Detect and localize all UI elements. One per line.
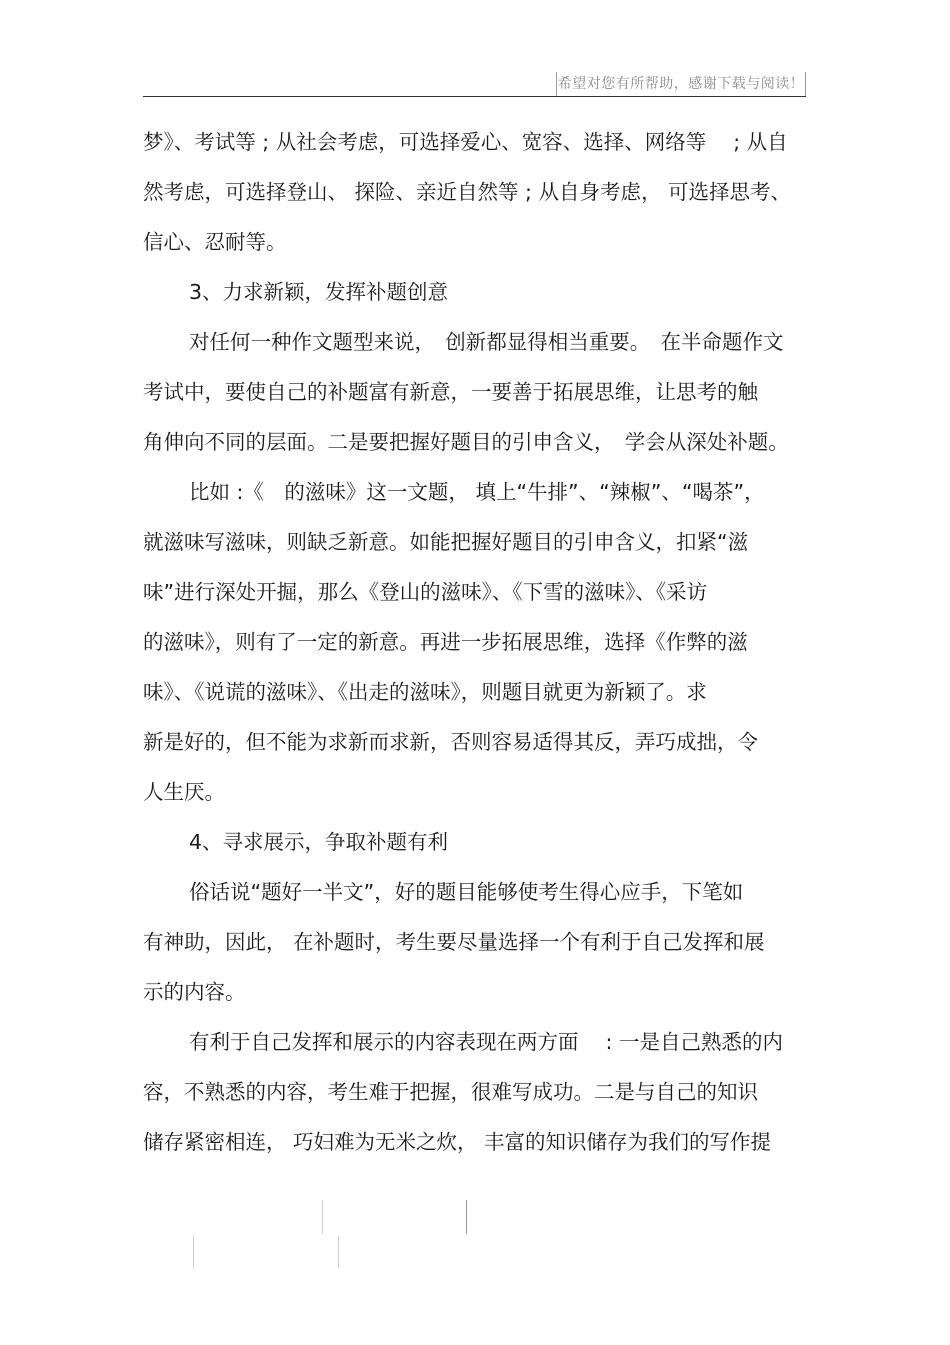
section-heading-3: 3、力求新颖，发挥补题创意 (189, 280, 449, 304)
text-line-8: 比如 :《 的滋味》这一文题， 填上“牛排”、“辣椒”、“喝茶”， (189, 480, 765, 504)
text-line-12: 味》、《说谎的滋味》、《出走的滋味》，则题目就更为新颖了。求 (143, 680, 707, 704)
text-line-14: 人生厌。 (143, 780, 225, 804)
section-heading-4: 4、寻求展示，争取补题有利 (189, 830, 449, 854)
text-line-18: 示的内容。 (143, 980, 246, 1004)
text-line-5: 对任何一种作文题型来说， 创新都显得相当重要。 在半命题作文 (189, 330, 784, 354)
header-divider (143, 96, 806, 97)
text-line-2: 然考虑，可选择登山、 探险、亲近自然等 ; 从自身考虑， 可选择思考、 (143, 180, 791, 204)
text-line-11: 的滋味》，则有了一定的新意。再进一步拓展思维，选择《作弊的滋 (143, 630, 748, 654)
text-line-6: 考试中，要使自己的补题富有新意，一要善于拓展思维，让思考的触 (143, 380, 758, 404)
text-line-10: 味”进行深处开掘，那么《登山的滋味》、《下雪的滋味》、《采访 (143, 580, 708, 604)
text-line-19: 有利于自己发挥和展示的内容表现在两方面 : 一是自己熟悉的内 (189, 1030, 783, 1054)
text-line-17: 有神助，因此， 在补题时，考生要尽量选择一个有利于自己发挥和展 (143, 930, 765, 954)
text-line-3: 信心、忍耐等。 (143, 230, 287, 254)
document-body (143, 117, 809, 1167)
text-line-16: 俗话说“题好一半文”，好的题目能够使考生得心应手，下笔如 (189, 880, 744, 904)
scan-mark (338, 1236, 339, 1268)
scan-mark (322, 1200, 323, 1234)
text-line-1: 梦》、考试等 ; 从社会考虑，可选择爱心、宽容、选择、网络等 ; 从自 (143, 130, 788, 154)
text-line-13: 新是好的，但不能为求新而求新，否则容易适得其反，弄巧成拙，令 (143, 730, 758, 754)
header-note: 希望对您有所帮助，感谢下载与阅读！ (556, 72, 806, 96)
text-line-20: 容，不熟悉的内容，考生难于把握，很难写成功。二是与自己的知识 (143, 1080, 758, 1104)
text-line-21: 储存紧密相连， 巧妇难为无米之炊， 丰富的知识储存为我们的写作提 (143, 1130, 772, 1154)
text-line-9: 就滋味写滋味，则缺乏新意。如能把握好题目的引申含义，扣紧“滋 (143, 530, 749, 554)
scan-mark (193, 1236, 194, 1268)
scan-mark (466, 1200, 467, 1234)
text-line-7: 角伸向不同的层面。二是要把握好题目的引申含义， 学会从深处补题。 (143, 430, 789, 454)
